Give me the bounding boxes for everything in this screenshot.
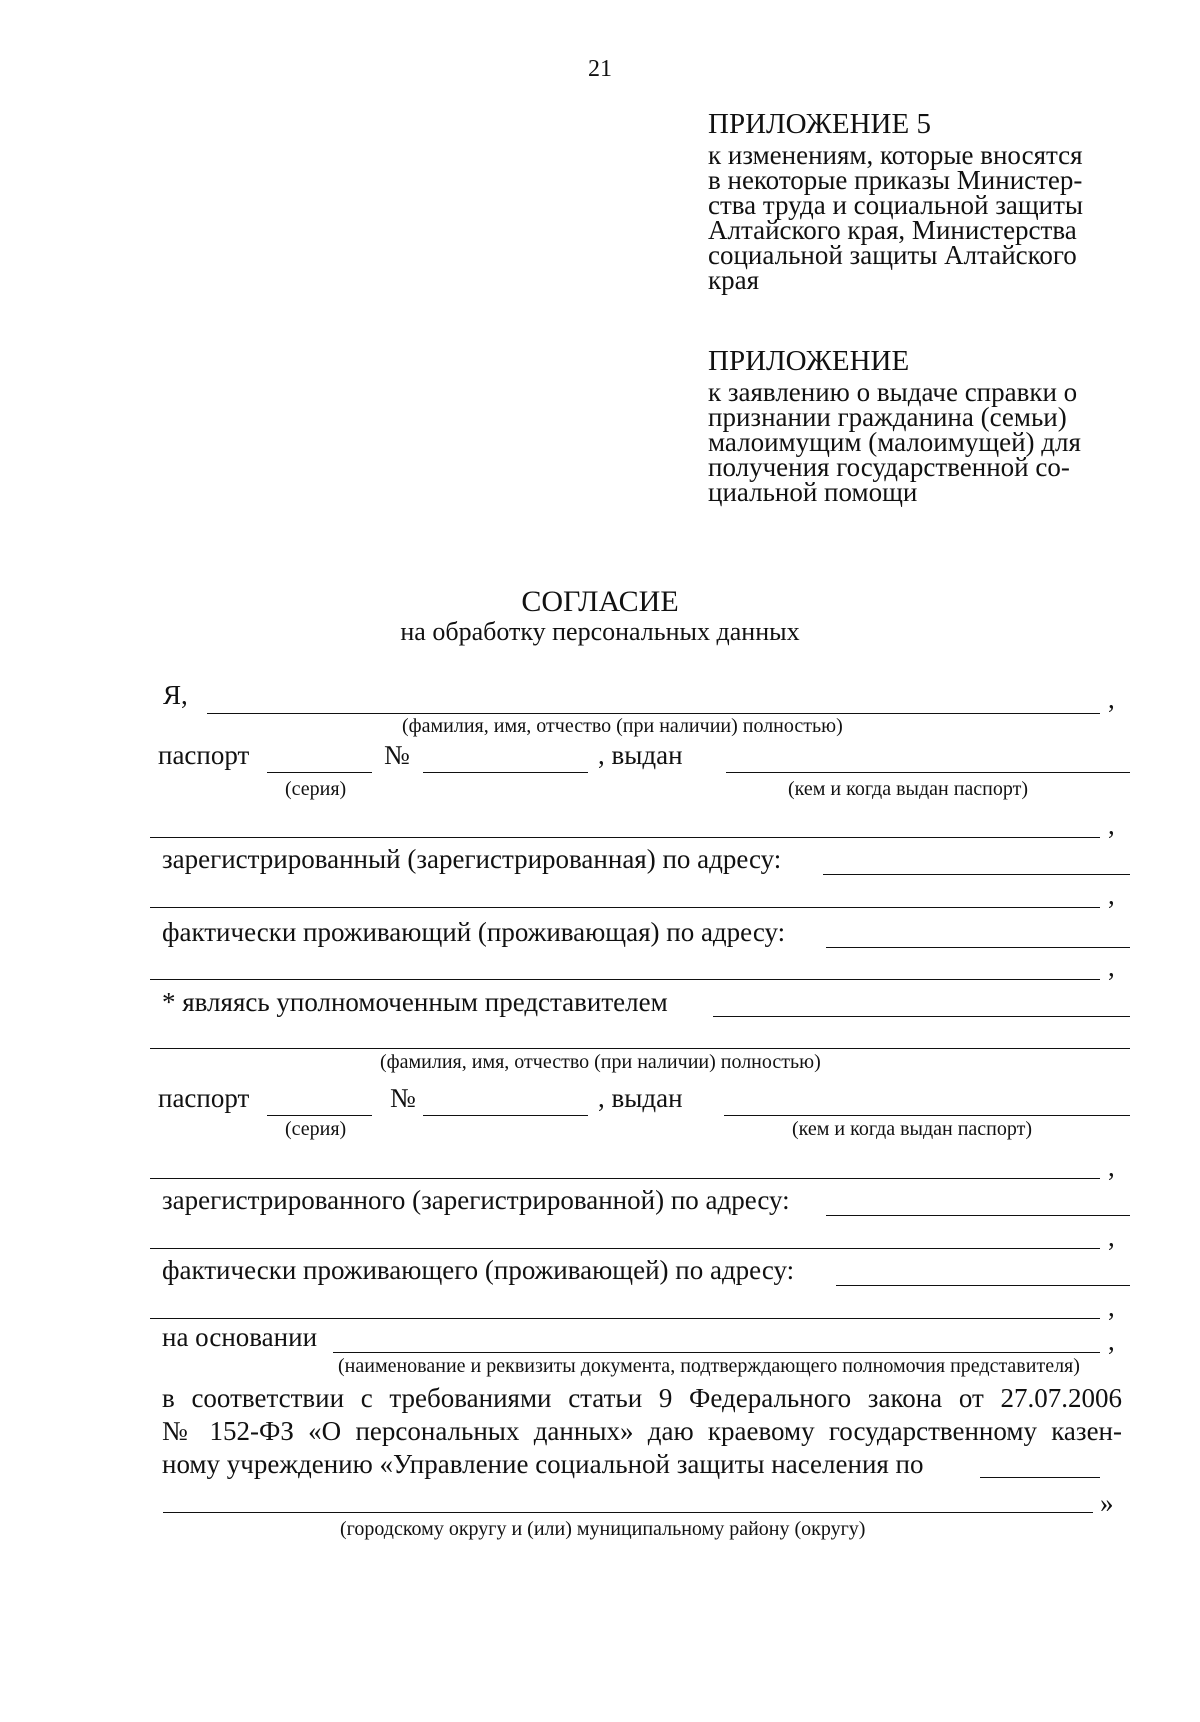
i-label: Я, [163, 680, 188, 710]
rep-registered-input-line[interactable] [826, 1215, 1130, 1216]
appendix5-line: ства труда и социальной защиты [708, 190, 1084, 220]
comma: , [1108, 1222, 1115, 1252]
appendix5-line: социальной защиты Алтайского [708, 240, 1077, 270]
comma: , [1108, 1326, 1115, 1356]
appendix-line: к заявлению о выдаче справки о [708, 377, 1078, 407]
rep-registered-continuation-line[interactable] [150, 1248, 1100, 1249]
registered-continuation-line[interactable] [150, 907, 1100, 908]
appendix5-line: края [708, 265, 760, 295]
comma: , [1108, 880, 1115, 910]
number-input-line[interactable] [423, 772, 588, 773]
rep-actual-input-line[interactable] [836, 1285, 1130, 1286]
appendix5-title: ПРИЛОЖЕНИЕ 5 [708, 108, 931, 140]
appendix5-line: в некоторые приказы Министер- [708, 165, 1083, 195]
registered-label: зарегистрированный (зарегистрированная) по адресу: [162, 844, 782, 874]
series-input-line[interactable] [267, 772, 372, 773]
actual-continuation-line[interactable] [150, 979, 1100, 980]
consent-line: в соответствии с требованиями статьи 9 Федерального закона от 27.07.2006 [162, 1383, 1122, 1413]
rep-issued-continuation-line[interactable] [150, 1178, 1100, 1179]
appendix5-line: к изменениям, которые вносятся [708, 140, 1083, 170]
actual-input-line[interactable] [826, 947, 1130, 948]
comma: , [1108, 952, 1115, 982]
fio-caption: (фамилия, имя, отчество (при наличии) полностью) [402, 715, 843, 737]
district-input-line[interactable] [163, 1512, 1093, 1513]
appendix-title: ПРИЛОЖЕНИЕ [708, 345, 910, 377]
rep-issued-input-line[interactable] [724, 1115, 1130, 1116]
document-subtitle: на обработку персональных данных [400, 617, 800, 646]
comma: , [1108, 810, 1115, 840]
rep-actual-label: фактически проживающего (проживающей) по адресу: [162, 1255, 795, 1285]
passport-label: паспорт [158, 740, 250, 770]
appendix-line: признании гражданина (семьи) [708, 402, 1067, 432]
basis-caption: (наименование и реквизиты документа, подтверждающего полномочия представителя) [338, 1355, 1080, 1377]
number-sign: № [384, 740, 410, 770]
document-title: СОГЛАСИЕ [521, 585, 679, 618]
series-caption: (серия) [285, 778, 347, 800]
rep-number-sign: № [390, 1083, 416, 1113]
actual-label: фактически проживающий (проживающая) по адресу: [162, 917, 786, 947]
appendix-line: циальной помощи [708, 477, 918, 507]
registered-input-line[interactable] [823, 874, 1130, 875]
appendix-line: получения государственной со- [708, 452, 1070, 482]
rep-series-caption: (серия) [285, 1118, 347, 1140]
representative-label: * являясь уполномоченным представителем [162, 987, 668, 1017]
comma: , [1108, 1152, 1115, 1182]
appendix-line: малоимущим (малоимущей) для [708, 427, 1081, 457]
comma: , [1108, 684, 1115, 714]
rep-number-input-line[interactable] [423, 1115, 588, 1116]
rep-registered-label: зарегистрированного (зарегистрированной) по адресу: [162, 1185, 790, 1215]
district-caption: (городскому округу и (или) муниципальному району (округу) [340, 1518, 866, 1540]
rep-issued-label: , выдан [598, 1083, 683, 1113]
rep-issued-caption: (кем и когда выдан паспорт) [792, 1118, 1033, 1140]
comma: , [1108, 1292, 1115, 1322]
close-quote: » [1100, 1488, 1114, 1518]
issued-label: , выдан [598, 740, 683, 770]
rep-passport-label: паспорт [158, 1083, 250, 1113]
issued-caption: (кем и когда выдан паспорт) [788, 778, 1029, 800]
rep-series-input-line[interactable] [267, 1115, 372, 1116]
department-input-line[interactable] [980, 1477, 1100, 1478]
fio-input-line[interactable] [207, 713, 1100, 714]
rep-actual-continuation-line[interactable] [150, 1318, 1100, 1319]
representative-continuation-line[interactable] [150, 1048, 1130, 1049]
rep-fio-caption: (фамилия, имя, отчество (при наличии) полностью) [380, 1051, 821, 1073]
basis-input-line[interactable] [333, 1352, 1100, 1353]
issued-continuation-line[interactable] [150, 837, 1100, 838]
page-number: 21 [588, 56, 612, 82]
consent-line: ному учреждению «Управление социальной защиты населения по [162, 1449, 924, 1479]
appendix5-line: Алтайского края, Министерства [708, 215, 1077, 245]
representative-input-line[interactable] [713, 1016, 1130, 1017]
consent-line: № 152-ФЗ «О персональных данных» даю краевому государственному казен- [162, 1416, 1122, 1446]
issued-input-line[interactable] [726, 772, 1130, 773]
basis-label: на основании [162, 1322, 318, 1352]
